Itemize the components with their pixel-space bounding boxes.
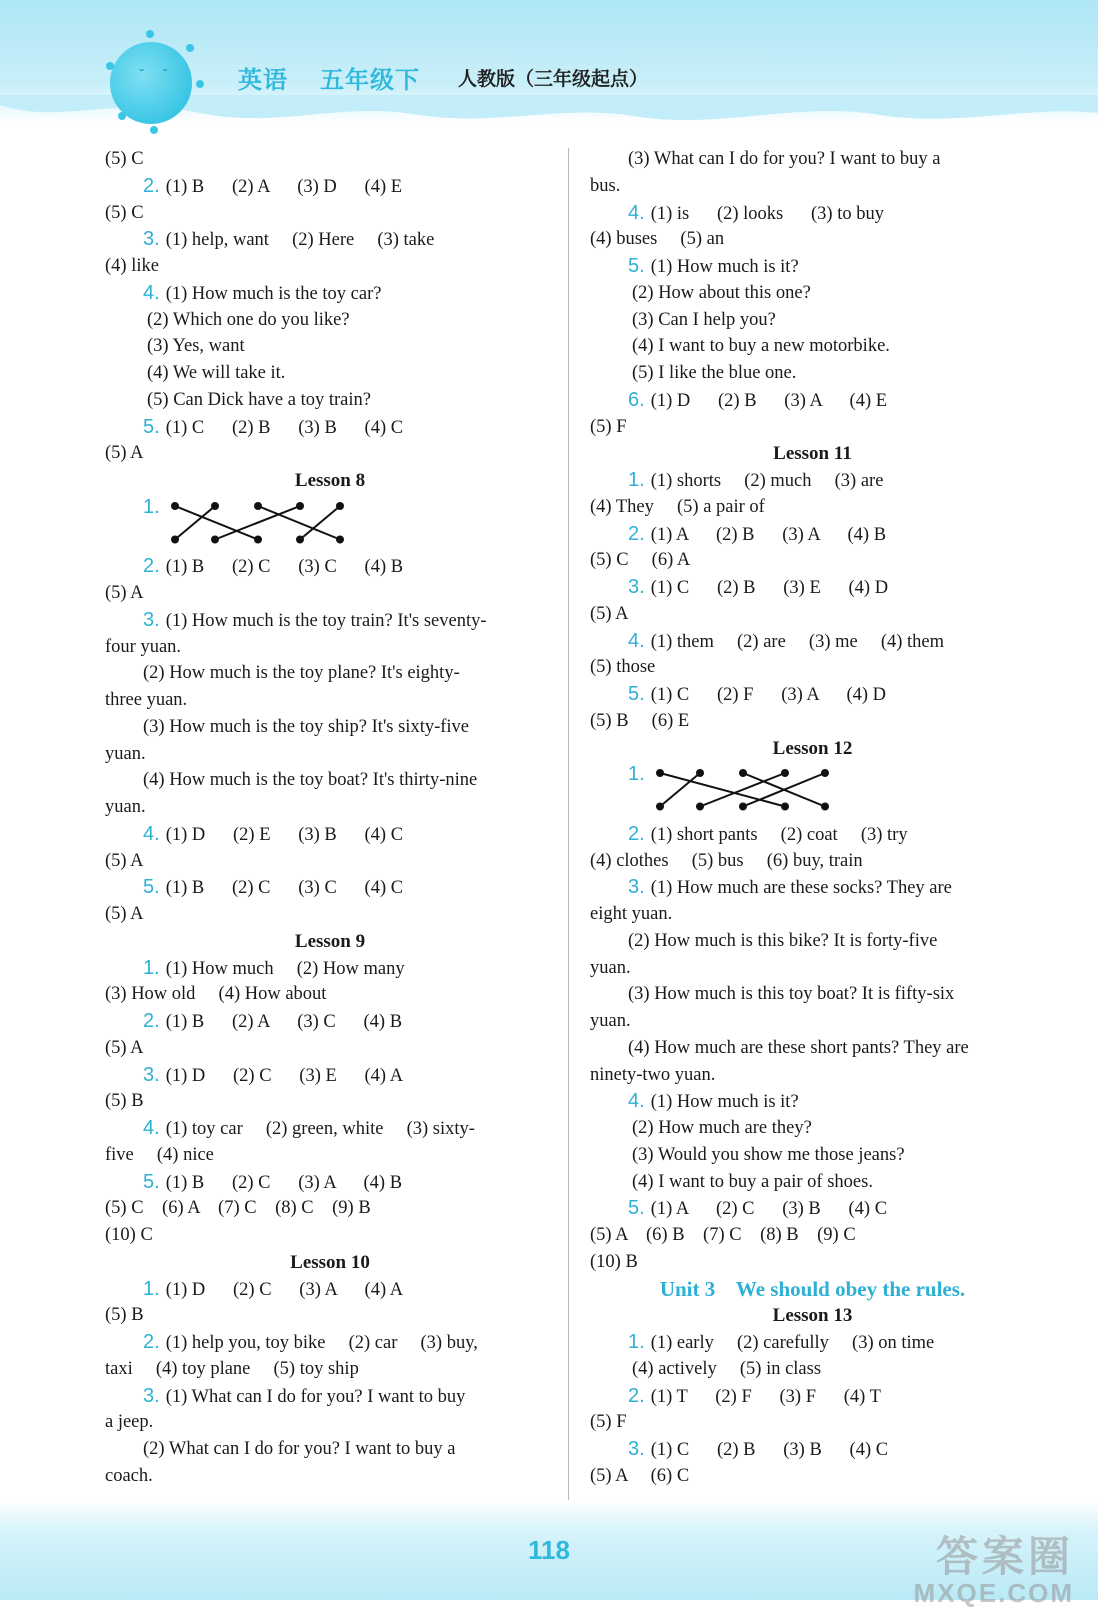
lesson-heading bbox=[105, 1249, 555, 1276]
answer-text: (1) B (2) A (3) C (4) B bbox=[165, 1012, 403, 1032]
answer-line bbox=[590, 1249, 638, 1276]
match-dot bbox=[336, 502, 344, 510]
question-line bbox=[628, 1383, 881, 1410]
answer-text: (1) A (2) C (3) B (4) C bbox=[650, 1199, 888, 1220]
answer-text: (1) C (2) B (3) B (4) C bbox=[165, 417, 404, 438]
answer-text: (1) C (2) B (3) B (4) C bbox=[650, 1440, 889, 1460]
watermark-bottom: MXQE.COM bbox=[913, 1578, 1074, 1608]
answer-line bbox=[105, 1302, 144, 1329]
answer-text: (5) Can Dick have a toy train? bbox=[147, 389, 371, 410]
match-dot bbox=[211, 502, 219, 510]
answer-text: (1) T (2) F (3) F (4) T bbox=[650, 1386, 881, 1407]
answer-line bbox=[590, 414, 627, 441]
answer-text: (10) B bbox=[590, 1251, 638, 1272]
question-line bbox=[628, 1195, 887, 1222]
match-dot bbox=[171, 535, 179, 543]
header-grade: 五年级下 bbox=[320, 66, 420, 94]
header-subject: 英语 bbox=[238, 66, 288, 94]
question-number: 3. bbox=[143, 608, 160, 631]
answer-text: (5) those bbox=[590, 657, 656, 678]
answer-text: (1) toy car (2) green, white (3) sixty- bbox=[165, 1119, 475, 1139]
answer-text: four yuan. bbox=[105, 636, 182, 657]
watermark-top: 答案圈 bbox=[935, 1533, 1074, 1580]
question-line bbox=[143, 173, 402, 200]
question-number: 1. bbox=[628, 763, 645, 786]
lesson-heading bbox=[590, 735, 1035, 762]
answer-text: (2) What can I do for you? I want to buy a bbox=[143, 1439, 456, 1459]
answer-line bbox=[590, 1409, 627, 1436]
answer-line bbox=[105, 440, 144, 467]
question-number: 3. bbox=[143, 1063, 160, 1086]
answer-text: (1) D (2) E (3) B (4) C bbox=[165, 824, 404, 845]
answer-text: (5) F bbox=[590, 1412, 627, 1433]
answer-text: (5) A bbox=[590, 603, 629, 624]
question-line bbox=[143, 874, 403, 901]
answer-text: (1) A (2) B (3) A (4) B bbox=[650, 524, 887, 545]
answer-text: (1) How much is the toy train? It's seventy- bbox=[165, 610, 487, 631]
question-number: 2. bbox=[628, 1384, 645, 1407]
answer-text: ninety-two yuan. bbox=[590, 1064, 716, 1085]
sun-ray-icon bbox=[118, 112, 126, 120]
answer-text: (5) C (6) A (7) C (8) C (9) B bbox=[105, 1198, 371, 1219]
answer-text: yuan. bbox=[590, 1011, 631, 1031]
answer-text: (2) How much is this bike? It is forty-five bbox=[628, 930, 938, 951]
answer-text: (2) How much is the toy plane? It's eighty- bbox=[143, 663, 460, 684]
answer-text: (5) B bbox=[105, 1305, 144, 1326]
question-line bbox=[143, 821, 403, 848]
answer-text: (5) C (6) A bbox=[590, 550, 691, 571]
answer-line bbox=[590, 173, 620, 200]
answer-text: (5) A bbox=[105, 850, 144, 871]
answer-line bbox=[105, 146, 144, 173]
answer-text: (4) How much is the toy boat? It's thirty-nine bbox=[143, 770, 478, 791]
answer-line bbox=[590, 955, 631, 982]
question-line bbox=[628, 253, 799, 280]
question-line bbox=[628, 874, 952, 901]
answer-line bbox=[105, 741, 146, 768]
answer-text: (1) How much is it? bbox=[650, 1092, 799, 1113]
question-line bbox=[143, 226, 434, 253]
answer-text: (5) B (6) E bbox=[590, 710, 690, 731]
match-dot bbox=[739, 803, 747, 811]
answer-line bbox=[105, 1088, 144, 1115]
answer-text: (3) What can I do for you? I want to buy a bbox=[628, 149, 941, 169]
match-line bbox=[215, 506, 300, 540]
answer-line bbox=[632, 1115, 812, 1142]
answer-text: (1) D (2) C (3) E (4) A bbox=[165, 1065, 404, 1086]
match-dot bbox=[656, 769, 664, 777]
answer-text: (4) They (5) a pair of bbox=[590, 496, 765, 517]
answer-text: five (4) nice bbox=[105, 1144, 214, 1165]
question-number: 1. bbox=[143, 1277, 160, 1300]
answer-line bbox=[632, 360, 796, 387]
answer-text: (3) How much is the toy ship? It's sixty-five bbox=[143, 716, 470, 737]
question-line bbox=[628, 1436, 888, 1463]
lesson-title: Lesson 8 bbox=[294, 470, 366, 491]
question-line bbox=[143, 553, 403, 580]
answer-text: (5) A bbox=[105, 904, 144, 924]
answer-line bbox=[590, 1008, 631, 1035]
match-dot bbox=[254, 502, 262, 510]
answer-line bbox=[590, 494, 765, 521]
match-dot bbox=[696, 769, 704, 777]
question-number: 2. bbox=[628, 522, 645, 545]
question-number: 2. bbox=[143, 555, 160, 578]
question-line bbox=[628, 467, 883, 494]
question-number: 5. bbox=[628, 1197, 645, 1220]
answer-text: (1) short pants (2) coat (3) try bbox=[650, 824, 908, 845]
match-dot bbox=[254, 535, 262, 543]
answer-text: (4) I want to buy a new motorbike. bbox=[632, 336, 890, 357]
match-dot bbox=[696, 803, 704, 811]
answer-line bbox=[632, 1356, 821, 1383]
match-line bbox=[258, 506, 340, 540]
question-line bbox=[143, 280, 381, 307]
match-line bbox=[700, 773, 785, 807]
matching-question bbox=[628, 761, 651, 788]
question-number: 2. bbox=[143, 1331, 160, 1353]
answer-text: (5) A bbox=[105, 443, 144, 464]
sun-ray-icon bbox=[146, 30, 154, 38]
answer-line bbox=[105, 1409, 153, 1436]
answer-text: taxi (4) toy plane (5) toy ship bbox=[105, 1358, 359, 1379]
question-line bbox=[143, 1276, 403, 1303]
answer-text: (3) How old (4) How about bbox=[105, 984, 327, 1005]
answer-text: (1) How much (2) How many bbox=[165, 958, 405, 979]
answer-text: (4) actively (5) in class bbox=[632, 1358, 822, 1379]
match-dot bbox=[821, 769, 829, 777]
answer-line bbox=[632, 1142, 905, 1169]
column-divider bbox=[568, 148, 569, 1508]
answer-line bbox=[105, 848, 144, 875]
answer-line bbox=[147, 387, 371, 414]
answer-line bbox=[632, 307, 776, 334]
answer-text: (1) How much is it? bbox=[650, 257, 799, 277]
question-line bbox=[628, 1088, 799, 1115]
answer-text: yuan. bbox=[105, 797, 146, 817]
matching-lines-diagram bbox=[655, 767, 845, 821]
answer-text: (5) B bbox=[105, 1091, 144, 1112]
answer-text: coach. bbox=[105, 1465, 153, 1486]
answer-text: (1) is (2) looks (3) to buy bbox=[650, 203, 884, 224]
question-line bbox=[143, 1115, 475, 1142]
question-line bbox=[628, 628, 944, 655]
answer-text: (5) I like the blue one. bbox=[632, 363, 797, 383]
answer-text: (5) A (6) B (7) C (8) B (9) C bbox=[590, 1225, 856, 1245]
answer-text: (5) A bbox=[105, 1037, 144, 1058]
answer-line bbox=[143, 714, 469, 741]
answer-line bbox=[590, 1463, 689, 1490]
question-number: 4. bbox=[143, 281, 160, 304]
question-line bbox=[628, 1329, 934, 1356]
question-number: 1. bbox=[628, 1331, 645, 1353]
answer-text: eight yuan. bbox=[590, 904, 673, 924]
question-number: 3. bbox=[628, 876, 645, 899]
question-number: 1. bbox=[143, 956, 160, 979]
lesson-heading bbox=[105, 467, 555, 494]
answer-line bbox=[105, 200, 144, 227]
question-number: 2. bbox=[628, 822, 645, 845]
question-number: 5. bbox=[628, 255, 645, 277]
answer-text: (1) C (2) F (3) A (4) D bbox=[650, 685, 887, 705]
answer-line bbox=[105, 580, 144, 607]
answer-text: a jeep. bbox=[105, 1412, 154, 1433]
question-number: 1. bbox=[628, 469, 645, 491]
unit-heading bbox=[590, 1276, 1035, 1303]
answer-text: (4) We will take it. bbox=[147, 363, 286, 383]
question-number: 5. bbox=[628, 683, 645, 705]
answer-text: (1) How much are these socks? They are bbox=[650, 878, 952, 899]
answer-line bbox=[147, 307, 350, 334]
answer-line bbox=[590, 547, 690, 574]
answer-text: (1) them (2) are (3) me (4) them bbox=[650, 631, 945, 652]
answer-line bbox=[628, 981, 954, 1008]
answer-text: (1) B (2) C (3) C (4) C bbox=[165, 878, 404, 899]
answer-text: (1) What can I do for you? I want to buy bbox=[165, 1386, 466, 1407]
answer-text: bus. bbox=[590, 175, 621, 196]
question-line bbox=[143, 1383, 465, 1410]
answer-line bbox=[105, 901, 144, 928]
answer-line bbox=[143, 1436, 456, 1463]
answer-text: (4) I want to buy a pair of shoes. bbox=[632, 1171, 873, 1192]
answer-text: (1) B (2) A (3) D (4) E bbox=[165, 176, 403, 197]
answer-line bbox=[105, 1222, 153, 1249]
question-line bbox=[628, 821, 908, 848]
answer-text: (1) How much is the toy car? bbox=[165, 283, 382, 304]
lesson-title: Lesson 10 bbox=[290, 1251, 370, 1273]
answer-line bbox=[632, 333, 890, 360]
answer-line bbox=[105, 687, 187, 714]
answer-text: (1) D (2) C (3) A (4) A bbox=[165, 1279, 404, 1300]
question-line bbox=[143, 1062, 403, 1089]
answer-line bbox=[590, 654, 655, 681]
answer-line bbox=[632, 1169, 873, 1196]
answer-text: (3) Yes, want bbox=[147, 336, 245, 357]
lesson-title: Lesson 12 bbox=[772, 737, 853, 759]
answer-line bbox=[628, 1035, 969, 1062]
answer-text: (4) buses (5) an bbox=[590, 229, 725, 250]
answer-line bbox=[628, 928, 937, 955]
match-dot bbox=[211, 535, 219, 543]
answer-line bbox=[105, 1463, 153, 1490]
answer-text: (1) B (2) C (3) A (4) B bbox=[165, 1172, 403, 1193]
match-dot bbox=[821, 803, 829, 811]
answer-text: (1) B (2) C (3) C (4) B bbox=[165, 557, 404, 578]
question-number: 2. bbox=[143, 174, 160, 197]
answer-line bbox=[628, 146, 941, 173]
question-number: 3. bbox=[143, 228, 160, 251]
answer-text: (4) like bbox=[105, 256, 159, 276]
answer-line bbox=[147, 333, 245, 360]
question-line bbox=[143, 1169, 402, 1196]
answer-text: (1) C (2) B (3) E (4) D bbox=[650, 578, 889, 598]
answer-line bbox=[105, 634, 181, 661]
answer-text: (2) How about this one? bbox=[632, 282, 811, 303]
match-dot bbox=[336, 535, 344, 543]
question-number: 3. bbox=[628, 1438, 645, 1460]
question-line bbox=[628, 521, 886, 548]
answer-line bbox=[590, 708, 689, 735]
answer-text: (5) F bbox=[590, 416, 627, 437]
sun-face-icon: ˘ ˘ bbox=[138, 68, 175, 84]
answer-text: (3) How much is this toy boat? It is fifty-six bbox=[628, 984, 955, 1005]
matching-question bbox=[143, 494, 166, 521]
answer-text: (3) Can I help you? bbox=[632, 309, 776, 330]
match-dot bbox=[296, 502, 304, 510]
sun-ray-icon bbox=[196, 80, 204, 88]
answer-line bbox=[105, 1356, 359, 1383]
question-number: 6. bbox=[628, 388, 645, 411]
answer-text: (1) early (2) carefully (3) on time bbox=[650, 1333, 935, 1353]
answer-line bbox=[105, 981, 326, 1008]
answer-line bbox=[590, 1062, 715, 1089]
question-line bbox=[143, 414, 403, 441]
match-line bbox=[175, 506, 258, 540]
answer-line bbox=[105, 794, 146, 821]
answer-line bbox=[105, 1142, 214, 1169]
answer-line bbox=[590, 226, 724, 253]
answer-line bbox=[143, 660, 460, 687]
watermark-logo bbox=[914, 1535, 1074, 1607]
matching-lines-diagram bbox=[170, 500, 360, 554]
answer-line bbox=[590, 848, 863, 875]
sun-ray-icon bbox=[186, 44, 194, 52]
question-number: 4. bbox=[143, 822, 160, 845]
answer-line bbox=[590, 1222, 856, 1249]
question-line bbox=[143, 955, 405, 982]
header-edition: 人教版（三年级起点） bbox=[458, 68, 649, 90]
answer-line bbox=[147, 360, 285, 387]
question-line bbox=[628, 200, 884, 227]
answer-text: (1) help, want (2) Here (3) take bbox=[165, 230, 435, 251]
question-number: 1. bbox=[143, 495, 160, 518]
question-number: 4. bbox=[628, 629, 645, 652]
answer-text: (3) Would you show me those jeans? bbox=[632, 1144, 905, 1165]
question-line bbox=[628, 387, 887, 414]
match-dot bbox=[739, 769, 747, 777]
answer-line bbox=[105, 1195, 371, 1222]
answer-line bbox=[590, 901, 672, 928]
question-number: 3. bbox=[628, 576, 645, 598]
match-dot bbox=[781, 803, 789, 811]
lesson-heading bbox=[590, 440, 1035, 467]
match-line bbox=[175, 506, 215, 540]
answer-line bbox=[590, 601, 629, 628]
answer-text: (1) D (2) B (3) A (4) E bbox=[650, 390, 888, 411]
answer-line bbox=[105, 253, 159, 280]
question-number: 4. bbox=[628, 1090, 645, 1113]
page-number: 118 bbox=[528, 1535, 570, 1565]
match-dot bbox=[656, 803, 664, 811]
lesson-heading bbox=[105, 928, 555, 955]
answer-line bbox=[143, 767, 477, 794]
match-dot bbox=[781, 769, 789, 777]
question-line bbox=[143, 1008, 402, 1035]
lesson-title: Lesson 13 bbox=[772, 1305, 853, 1327]
lesson-heading bbox=[590, 1302, 1035, 1329]
question-line bbox=[143, 1329, 478, 1356]
answer-text: (5) C bbox=[105, 202, 144, 223]
question-number: 4. bbox=[628, 201, 645, 224]
answer-line bbox=[105, 1035, 144, 1062]
match-dot bbox=[296, 535, 304, 543]
lesson-title: Lesson 11 bbox=[773, 443, 852, 465]
answer-text: (5) C bbox=[105, 149, 144, 169]
question-number: 5. bbox=[143, 876, 160, 899]
question-number: 5. bbox=[143, 1170, 160, 1193]
question-number: 2. bbox=[143, 1010, 160, 1032]
question-number: 4. bbox=[143, 1117, 160, 1139]
unit-title: Unit 3 We should obey the rules. bbox=[659, 1276, 966, 1301]
match-line bbox=[300, 506, 340, 540]
answer-line bbox=[632, 280, 811, 307]
question-number: 3. bbox=[143, 1384, 160, 1407]
question-line bbox=[628, 574, 888, 601]
answer-text: (10) C bbox=[105, 1225, 153, 1245]
question-line bbox=[143, 607, 487, 634]
answer-text: yuan. bbox=[590, 957, 631, 978]
question-line bbox=[628, 681, 886, 708]
answer-text: (2) How much are they? bbox=[632, 1118, 812, 1138]
answer-text: three yuan. bbox=[105, 690, 188, 710]
answer-text: (2) Which one do you like? bbox=[147, 309, 350, 330]
answer-text: (4) How much are these short pants? They are bbox=[628, 1037, 969, 1058]
answer-text: (1) shorts (2) much (3) are bbox=[650, 471, 884, 491]
answer-text: (5) A bbox=[105, 583, 144, 603]
match-dot bbox=[171, 502, 179, 510]
sun-ray-icon bbox=[106, 62, 114, 70]
sun-ray-icon bbox=[150, 126, 158, 134]
answer-text: yuan. bbox=[105, 743, 146, 764]
answer-text: (4) clothes (5) bus (6) buy, train bbox=[590, 850, 863, 871]
lesson-title: Lesson 9 bbox=[294, 930, 366, 952]
answer-text: (1) help you, toy bike (2) car (3) buy, bbox=[165, 1333, 478, 1353]
question-number: 5. bbox=[143, 415, 160, 438]
answer-text: (5) A (6) C bbox=[590, 1465, 690, 1486]
